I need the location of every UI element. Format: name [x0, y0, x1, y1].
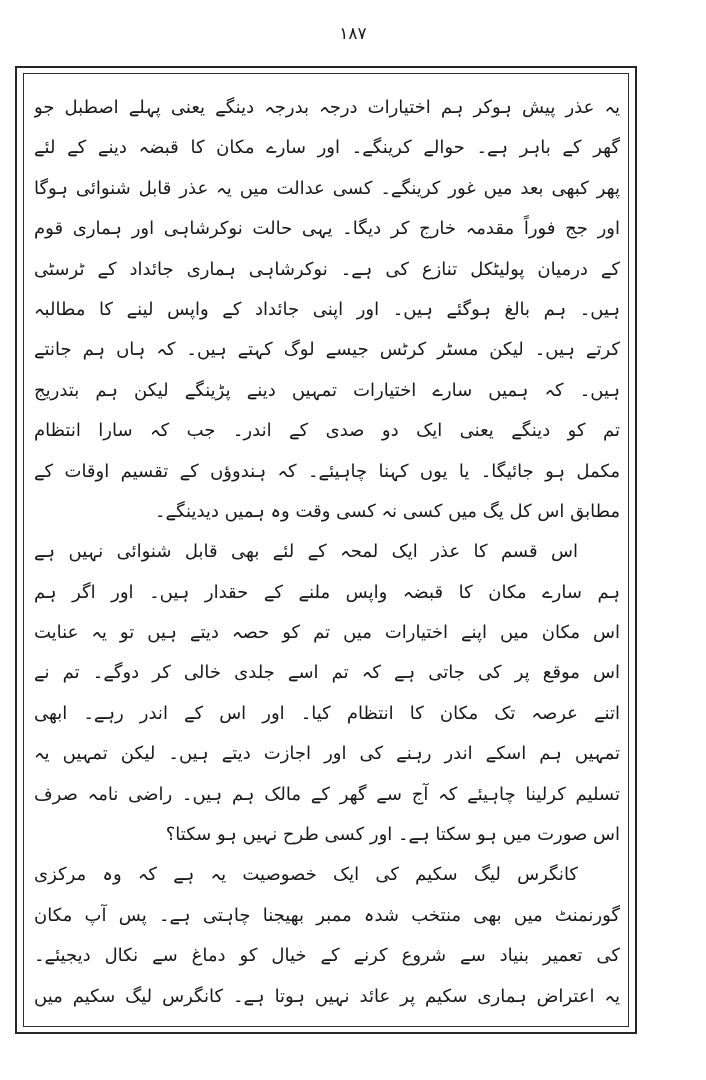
text-line: کی تعمیر بنیاد سے شروع کرنے کے خیال کو دماغ سے نکال دیجیئے۔: [34, 945, 620, 967]
text-line: اور جج فوراً مقدمہ خارج کر دیگا۔ یہی حالت نوکرشاہی اور ہماری قوم: [34, 218, 620, 240]
text-line: ہم سارے مکان کا قبضہ واپس ملنے کے حقدار ہیں۔ اور اگر ہم: [34, 581, 620, 603]
page-text: [34, 88, 620, 1018]
text-line: یہ عذر پیش ہوکر ہم اختیارات درجہ بدرجہ دینگے یعنی پہلے اصطبل جو: [34, 97, 620, 118]
text-line: تمہیں ہم اسکے اندر رہنے کی اور اجازت دیتے ہیں۔ لیکن تمہیں یہ: [34, 743, 620, 765]
page-number: ۱۸۷: [339, 24, 367, 44]
text-line: تم کو دینگے یعنی ایک دو صدی کے اندر۔ جب کہ سارا انتظام: [34, 420, 620, 442]
text-line: یہ اعتراض ہماری سکیم پر عائد نہیں ہوتا ہے۔ کانگرس لیگ سکیم میں: [34, 985, 620, 1007]
text-line: مکمل ہو جائیگا۔ یا یوں کہنا چاہیئے۔ کہ ہندوؤں کے تقسیم اوقات کے: [34, 460, 620, 482]
text-line: اس مکان میں اپنے اختیارات میں تم کو حصہ دیتے ہیں تو یہ عنایت: [34, 622, 620, 644]
paragraph-start-line: کانگرس لیگ سکیم کی ایک خصوصیت یہ ہے کہ وہ مرکزی: [34, 864, 578, 886]
text-line: اتنے عرصہ تک مکان کا انتظام کیا۔ اور اس کے اندر رہے۔ ابھی: [34, 702, 620, 724]
text-line: اس صورت میں ہو سکتا ہے۔ اور کسی طرح نہیں ہو سکتا؟: [165, 824, 620, 846]
text-line: مطابق اس کل یگ میں کسی نہ کسی وقت وہ ہمیں دیدینگے۔: [155, 500, 620, 522]
text-line: ہیں۔ کہ ہمیں سارے اختیارات تمہیں دینے پڑینگے لیکن ہم بتدریج: [34, 379, 620, 401]
text-line: ہیں۔ ہم بالغ ہوگئے ہیں۔ اور اپنی جائداد کے واپس لینے کا مطالبہ: [34, 298, 620, 320]
text-line: تسلیم کرلینا چاہیئے کہ آج سے گھر کے مالک ہم ہیں۔ راضی نامہ صرف: [34, 783, 620, 805]
text-line: کرتے ہیں۔ لیکن مسٹر کرٹس جیسے لوگ کہتے ہیں۔ کہ ہاں ہم جانتے: [34, 339, 620, 361]
text-line: کے درمیان پولیٹکل تنازع کی ہے۔ نوکرشاہی ہماری جائداد کے ٹرسٹی: [34, 258, 620, 280]
text-line: گورنمنٹ میں بھی منتخب شدہ ممبر بھیجنا چاہتی ہے۔ پس آپ مکان: [34, 904, 620, 926]
text-line: اس موقع پر کی جاتی ہے کہ تم اسے جلدی خالی کر دوگے۔ تم نے: [34, 662, 620, 684]
paragraph-start-line: اس قسم کا عذر ایک لمحہ کے لئے بھی قابل شنوائی نہیں ہے: [34, 541, 578, 563]
text-line: گھر کے باہر ہے۔ حوالے کرینگے۔ اور سارے مکان کا قبضہ دینے کے لئے: [34, 137, 620, 159]
text-line: پھر کبھی بعد میں غور کرینگے۔ کسی عدالت میں یہ عذر قابل شنوائی ہوگا: [34, 177, 620, 199]
